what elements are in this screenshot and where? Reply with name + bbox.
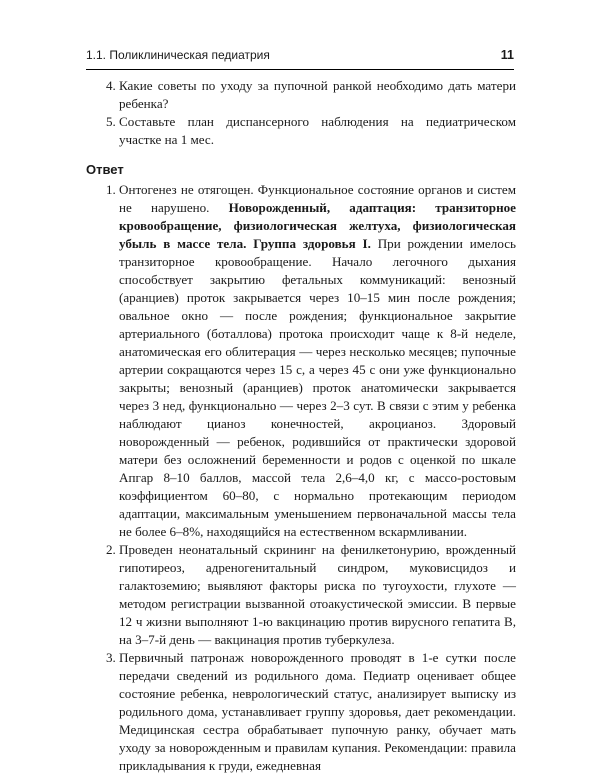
question-item xyxy=(86,113,516,149)
answer-text: Проведен неонатальный скрининг на фенилкетонурию, врожденный гипотиреоз, адреногенитальный синдром, муковисцидоз и галактоземию; выявляют факторы риска по тугоухости, глухоте — методом регистрации вызванной отоакустической эмиссии. В первые 12 ч жизни выполняют 1-ю вакцинацию против вирусного гепатита В, на 3–7-й день — вакцинация против туберкулеза. xyxy=(119,542,516,647)
question-item xyxy=(86,77,516,113)
answer-number: 2. xyxy=(106,542,116,557)
answer-heading: Ответ xyxy=(86,162,124,177)
answer-intro: Онтогенез не отягощен. Функциональное состояние органов и систем не нарушено. xyxy=(119,182,516,215)
answer-explanation: При рождении имелось транзиторное кровообращение. Начало легочного дыхания способствует закрытию фетальных коммуникаций: венозный (аранциев) проток закрывается через 10–15 мин после рождения; овальное окно — после рождения; функциональное закрытие артериального (боталлова) протока происходит чаще к 8-й неделе, анатомическая его облитерация — через несколько месяцев; пупочные артерии сокращаются через 15 с, а через 45 с они уже функционально закрыты; венозный (аранциев) проток анатомически закрывается через 3 нед, функционально — через 2–3 сут. В связи с этим у ребенка наблюдают цианоз конечностей, акроцианоз. Здоровый новорожденный — ребенок, родившийся от практически здоровой матери без осложнений беременности и родов с оценкой по шкале Апгар 8–10 баллов, массой тела 2,6–4,0 кг, с массо-ростовым коэффициентом 60–80, с нормально протекающим периодом адаптации, максимальным уменьшением первоначальной массы тела не более 6–8%, находящийся на естественном вскармливании. xyxy=(119,236,516,539)
section-title: 1.1. Поликлиническая педиатрия xyxy=(86,48,270,62)
answer-number: 3. xyxy=(106,650,116,665)
page-body xyxy=(86,77,516,775)
question-text: Составьте план диспансерного наблюдения на педиатрическом участке на 1 мес. xyxy=(119,114,516,147)
answer-list xyxy=(86,181,516,775)
diagnosis-text: Новорожденный, адаптация: транзиторное кровообращение, физиологическая желтуха, физиологическая убыль в массе тела. Группа здоровья I. xyxy=(119,200,516,251)
running-header xyxy=(86,47,514,70)
question-list xyxy=(86,77,516,149)
answer-number: 1. xyxy=(106,182,116,197)
question-text: Какие советы по уходу за пупочной ранкой необходимо дать матери ребенка? xyxy=(119,78,516,111)
question-number: 5. xyxy=(106,114,116,129)
answer-item xyxy=(86,181,516,541)
question-number: 4. xyxy=(106,78,116,93)
answer-item xyxy=(86,541,516,649)
page-number: 11 xyxy=(500,48,514,62)
answer-item xyxy=(86,649,516,775)
answer-text: Первичный патронаж новорожденного проводят в 1-е сутки после передачи сведений из родильного дома. Педиатр оценивает общее состояние ребенка, неврологический статус, анализирует выписку из родильного дома, устанавливает группу здоровья, дает рекомендации. Медицинская сестра обрабатывает пупочную ранку, обучает мать уходу за новорожденным и правилам купания. Рекомендации: правила прикладывания к груди, ежедневная xyxy=(119,650,516,773)
answer-text xyxy=(119,181,516,541)
